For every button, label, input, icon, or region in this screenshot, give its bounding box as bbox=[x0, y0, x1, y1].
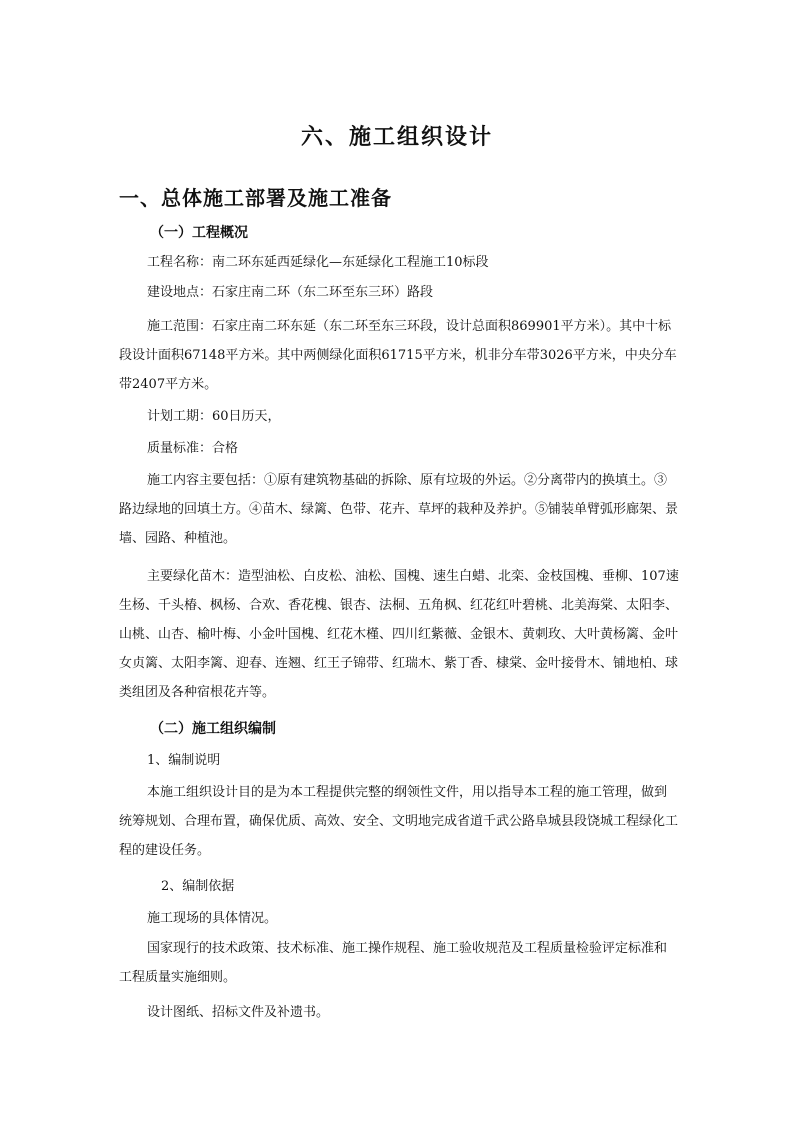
page-title: 六、施工组织设计 bbox=[300, 124, 493, 150]
paragraph-trees: 主要绿化苗木：造型油松、白皮松、油松、国槐、速生白蜡、北栾、金枝国槐、垂柳、107速生杨、千头椿、枫杨、合欢、香花槐、银杏、法桐、五角枫、红花红叶碧桃、北美海棠、太阳李、山桃、山杏、榆叶梅、小金叶国槐、红花木槿、四川红紫薇、金银木、黄刺玫、大叶黄杨篱、金叶女贞篱、太阳李篱、迎春、连翘、红王子锦带、红瑞木、紫丁香、棣棠、金叶接骨木、铺地柏、球类组团及各种宿根花卉等。 bbox=[119, 569, 679, 700]
paragraph-location: 建设地点：石家庄南二环（东二环至东三环）路段 bbox=[147, 285, 434, 300]
paragraph-period: 计划工期：60日历天， bbox=[147, 409, 281, 424]
subsection-heading-compilation: （二）施工组织编制 bbox=[150, 721, 276, 737]
paragraph-scope: 施工范围：石家庄南二环东延（东二环至东三环段，设计总面积869901平方米）。其中十标段设计面积67148平方米。其中两侧绿化面积61715平方米，机非分车带3026平方米，中央分车带2407平方米。 bbox=[119, 319, 677, 392]
item-heading-basis: 2、编制依据 bbox=[161, 879, 235, 894]
paragraph-project-name: 工程名称：南二环东延西延绿化—东延绿化工程施工10标段 bbox=[147, 255, 489, 270]
paragraph-basis-standards: 国家现行的技术政策、技术标准、施工操作规程、施工验收规范及工程质量检验评定标准和工程质量实施细则。 bbox=[119, 941, 668, 985]
paragraph-content: 施工内容主要包括：①原有建筑物基础的拆除、原有垃圾的外运。②分离带内的换填土。③路边绿地的回填土方。④苗木、绿篱、色带、花卉、草坪的栽种及养护。⑤铺装单臂弧形廊架、景墙、园路、种植池。 bbox=[119, 473, 679, 546]
section-heading: 一、总体施工部署及施工准备 bbox=[119, 186, 392, 210]
paragraph-basis-drawings: 设计图纸、招标文件及补遗书。 bbox=[147, 1005, 330, 1020]
item-heading-description: 1、编制说明 bbox=[147, 753, 221, 768]
paragraph-basis-site: 施工现场的具体情况。 bbox=[147, 911, 278, 926]
subsection-heading-overview: （一）工程概况 bbox=[150, 225, 248, 241]
paragraph-quality: 质量标准：合格 bbox=[147, 441, 239, 456]
paragraph-description: 本施工组织设计目的是为本工程提供完整的纲领性文件，用以指导本工程的施工管理，做到统筹规划、合理布置，确保优质、高效、安全、文明地完成省道千武公路阜城县段饶城工程绿化工程的建设任务。 bbox=[119, 785, 679, 858]
